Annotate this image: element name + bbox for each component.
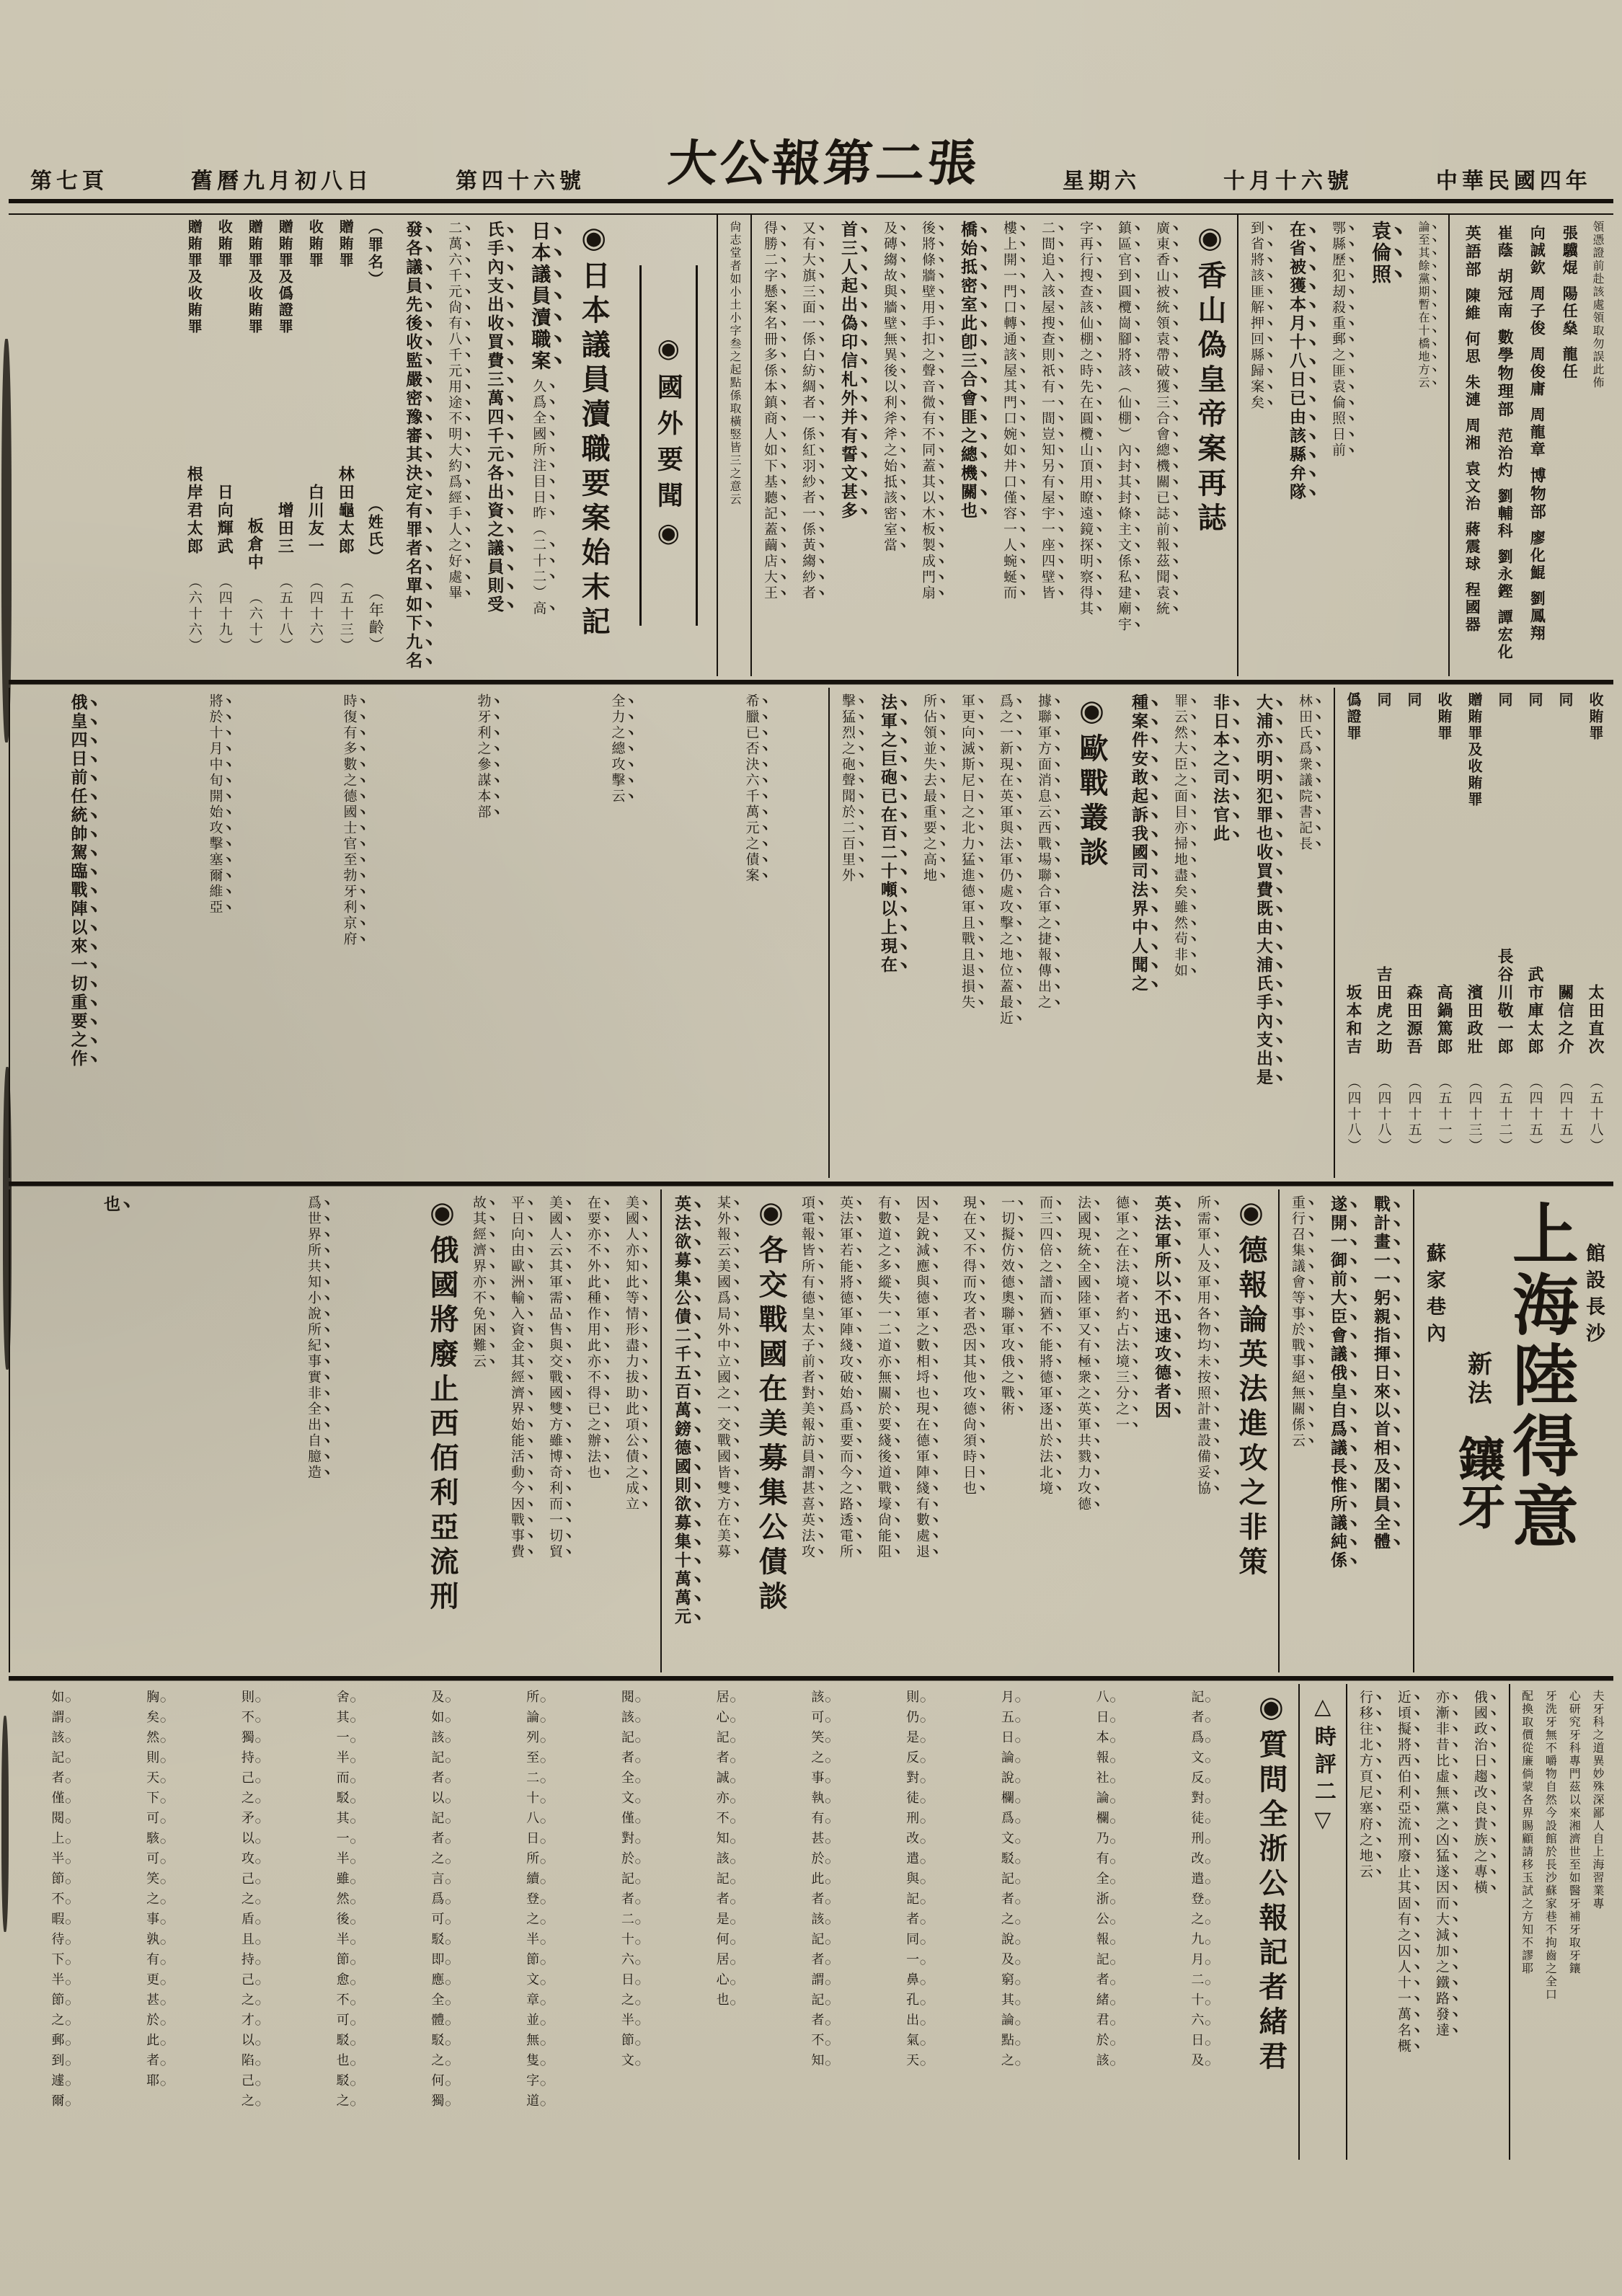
cell-crime: 收賄罪 xyxy=(216,219,234,269)
bullseye-icon: ◉ xyxy=(653,333,684,373)
cell-age: （四十五） xyxy=(1527,1075,1543,1155)
article-column: 一切擬仿效德奧聯軍攻俄之戰術 xyxy=(999,1195,1015,1417)
person-name: 周俊庸 xyxy=(1528,346,1547,398)
person-name: 胡冠南 xyxy=(1496,268,1515,320)
column-header-crime: （罪名） xyxy=(366,219,385,288)
article-column: 發各議員先後收監嚴密豫審其決定有罪者名單如下九名 xyxy=(403,221,423,670)
article-column: 英法軍所以不迅速攻德者因 xyxy=(1152,1195,1171,1420)
commentary-label: 時評二 xyxy=(1310,1725,1336,1807)
article-body xyxy=(1352,1690,1504,2154)
cell-age: （四十八） xyxy=(1345,1075,1362,1155)
article-column: 月五日論說欄爲文駁記者之說及窮其論點之 xyxy=(998,1690,1014,2073)
article-column: 遂開一御前大臣會議俄皇自爲議長惟所議純係 xyxy=(1328,1195,1347,1570)
article-body xyxy=(1284,1195,1409,1667)
article-body xyxy=(756,221,1187,670)
person-name: 張驥焜 xyxy=(1561,225,1579,277)
article-column: 軍更向滅斯尼日之北力猛進德軍且戰且退損失 xyxy=(960,693,975,1011)
person-name: 周湘 xyxy=(1463,417,1482,452)
person-name: 博物部 xyxy=(1528,467,1547,521)
cell-name: 坂本和吉 xyxy=(1344,984,1362,1057)
article-column: 重行召集議會等事於戰事絕無關係云 xyxy=(1290,1195,1306,1449)
cell-crime: 贈賄罪及收賄罪 xyxy=(185,219,203,335)
cell-name: 武市庫太郎 xyxy=(1525,966,1544,1057)
article-lead: 日本議員瀆職案 xyxy=(528,221,551,372)
ad-column: 心研究牙科專門茲以來湘濟世至如醫牙補牙取牙鑲 xyxy=(1567,1690,1582,1975)
cell-age: （六十） xyxy=(247,590,263,654)
article-column: 德軍之在法境者約占法境三分之一 xyxy=(1114,1195,1130,1433)
article-column: 擊猛烈之砲聲聞於二百里外 xyxy=(840,693,856,884)
article-body xyxy=(666,1195,748,1667)
article-column: 俄國政治日趨改良貴族之專橫 xyxy=(1471,1690,1488,1896)
person-name: 程國器 xyxy=(1463,582,1482,634)
page-number: 第七頁 xyxy=(30,169,108,194)
article-column: 罪云然大臣之面目亦掃地盡矣雖然茍非如 xyxy=(1172,693,1188,979)
article-russia-tsar-tail xyxy=(1278,1189,1413,1672)
article-column: 所需軍人及軍用各物均未按照計畫設備妥協 xyxy=(1195,1195,1211,1497)
article-column: 氏手內支出收買費三萬四千元各出資之議員則受 xyxy=(484,221,505,614)
article-column: 也 xyxy=(101,1195,120,1214)
article-european-war-left xyxy=(9,688,828,1178)
article-column: 鄂縣歷犯刼殺重郵之匪袁倫照日前 xyxy=(1330,221,1346,458)
cell-age: （四十九） xyxy=(216,574,233,654)
article-german-press xyxy=(951,1189,1278,1672)
scan-smudge xyxy=(1,1716,9,1932)
article-body xyxy=(14,693,824,1172)
cell-name: 日向輝武 xyxy=(215,483,234,556)
article-body xyxy=(397,221,522,670)
note-shangzhitang xyxy=(717,215,750,676)
cell-age: （五十八） xyxy=(277,574,293,654)
cell-crime: 同 xyxy=(1375,692,1392,709)
table-row xyxy=(1527,692,1543,1154)
person-name: 陽任燊 xyxy=(1561,285,1579,337)
person-name: 陳維 xyxy=(1463,288,1482,322)
cell-name: 長谷川敬一郎 xyxy=(1495,948,1514,1057)
cell-crime: 同 xyxy=(1405,692,1422,709)
cell-crime: 僞證罪 xyxy=(1344,692,1362,742)
table-row xyxy=(186,219,202,654)
article-column: 因是銳減應與德軍之數相埒也現在德軍陣綫有數處退 xyxy=(914,1195,930,1560)
article-column: 字再行搜查該仙棚之時先在圓欖山頂用瞭遠鏡探明察得其 xyxy=(1078,221,1094,617)
names-notice xyxy=(1448,215,1613,676)
headline-war-bonds: ◉各交戰國在美募集公債談 xyxy=(754,1195,788,1615)
cell-age: （六十六） xyxy=(186,574,203,654)
article-body xyxy=(955,1195,1228,1667)
band-4 xyxy=(9,1684,1613,2160)
notice-intro: 領憑證前赴該處領取勿誤此佈 xyxy=(1591,221,1605,389)
newspaper-title: 大公報第二張 xyxy=(665,135,982,192)
article-body xyxy=(13,1690,1248,2154)
article-column: 大浦亦明明犯罪也收買費既由大浦氏手內支出是 xyxy=(1254,693,1273,1087)
band-rule xyxy=(9,680,1613,684)
section-label: 國外要聞 xyxy=(653,373,684,518)
article-column: 樓上開一門口轉通該屋其門口婉如井口僅容一人蜿蜒而 xyxy=(1001,221,1017,601)
person-name: 蔣震球 xyxy=(1463,521,1482,573)
article-column: 項電報皆所有德皇太子前者對美報訪員謂甚喜英法攻 xyxy=(799,1195,815,1560)
article-column: 如謂該記者僅閱上半節不暇待下半節之郵到遽爾 xyxy=(49,1690,65,2114)
table-row xyxy=(1557,692,1573,1154)
article-lead-after: 久爲全國所注目日昨（二十二）高 xyxy=(531,378,547,617)
headline-xiangshan: ◉香山偽皇帝案再誌 xyxy=(1193,221,1227,537)
cell-age: （四十三） xyxy=(1466,1075,1483,1155)
table-row xyxy=(1406,692,1422,1154)
cell-name: 增田三 xyxy=(275,501,295,556)
article-japan-diet xyxy=(393,215,621,676)
article-column: 法國現統全國陸軍又有極衆之英軍共戮力攻德 xyxy=(1076,1195,1091,1512)
person-name: 周龍章 xyxy=(1528,407,1547,458)
article-pre-body xyxy=(465,1195,656,1667)
article-column: 橋始抵密室此卽三合會匪之總機關也 xyxy=(958,221,978,520)
scan-smudge xyxy=(3,1067,12,1370)
article-column xyxy=(528,221,564,670)
article-column: 該可笑之事執有甚於此者該記者謂記者不知 xyxy=(809,1690,825,2073)
article-column: 美國人亦知此等情形盡力拔助此項公債之成立 xyxy=(624,1195,639,1512)
dental-ad xyxy=(1413,1189,1613,1672)
ad-method: 新法 xyxy=(1463,1351,1492,1409)
article-body xyxy=(1243,221,1362,670)
article-column: 種案件安敢起訴我國司法界中人聞之 xyxy=(1129,693,1148,993)
band-2 xyxy=(9,688,1613,1178)
article-european-war xyxy=(828,688,1119,1178)
article-column: 舍其一半而駁其一半雖然後半節愈不可駁也駁之 xyxy=(334,1690,350,2114)
headline-german-press: ◉德報論英法進攻之非策 xyxy=(1234,1195,1268,1581)
section-rule xyxy=(696,265,698,625)
article-column: 某外報云美國爲局外中立國之一交戰國皆雙方在美募 xyxy=(715,1195,731,1560)
article-column: 得勝二字懸案名冊多係本鎮商人如下基聽記蓋繭店大王 xyxy=(762,221,778,601)
person-name: 何思 xyxy=(1463,331,1482,365)
section-rule xyxy=(639,265,642,625)
ad-location-right: 館設長沙 xyxy=(1582,1243,1605,1349)
triangle-up-icon: △ xyxy=(1310,1694,1336,1725)
headline-commentary-zhiwen: ◉質問全浙公報記者緒君 xyxy=(1254,1690,1288,2075)
cell-crime: 收賄罪 xyxy=(306,219,324,269)
scan-smudge xyxy=(1,339,12,743)
article-column: 有數道之多縱失一二道亦無關於要綫後道戰壕尙能阻 xyxy=(876,1195,892,1560)
headline-european-war: ◉歐戰叢談 xyxy=(1075,693,1109,872)
article-column: 戰計畫一一躬親指揮日來以首相及閣員全體 xyxy=(1371,1195,1391,1551)
person-name: 英語部 xyxy=(1463,225,1482,279)
column-header-age: （年齡） xyxy=(367,584,385,654)
person-name: 范治灼 xyxy=(1496,427,1515,479)
article-column: 俄皇四日前任統帥駕臨戰陣以來一切重要之作 xyxy=(68,693,88,1068)
cell-crime: 同 xyxy=(1556,692,1574,709)
article-column: 近頃擬將西伯利亞流刑廢止其固有之囚人十一萬名概 xyxy=(1395,1690,1412,2055)
article-column: 全力之總攻擊云 xyxy=(609,693,626,805)
ad-column: 配換取價從廉倘蒙各界賜顧請移玉試之方知不謬耶 xyxy=(1520,1690,1534,1975)
article-column: 二間追入該屋搜查則祇有一間豈知另有屋宇一座四壁皆 xyxy=(1040,221,1055,601)
article-column: 據聯軍方面消息云西戰場聯合軍之捷報傳出之 xyxy=(1036,693,1052,1011)
article-body xyxy=(834,693,1068,1172)
table-row xyxy=(1466,692,1482,1154)
table-row xyxy=(245,219,265,654)
ad-brand: 上海陸得意 xyxy=(1502,1200,1579,1553)
article-column: 亦漸非昔比虛無黨之凶猛遂因而大減加之鐵路發達 xyxy=(1433,1690,1450,2039)
article-column: 鎮區官到圓欖崗腳將該（仙棚）內封其封條主文係私建廟宇 xyxy=(1116,221,1132,633)
article-column: 將於十月中旬開始攻擊塞爾維亞 xyxy=(207,693,223,916)
article-commentary-zhiwen xyxy=(9,1684,1298,2160)
person-name: 周子俊 xyxy=(1528,285,1547,337)
article-column: 林田氏爲衆議院書記長 xyxy=(1297,693,1313,852)
article-column: 到省將該匪解押回縣歸案矣 xyxy=(1249,221,1264,411)
person-name-highlight: 袁倫照 xyxy=(1368,221,1391,285)
article-column: 在省被獲本月十八日已由該縣弁隊 xyxy=(1287,221,1306,502)
person-name: 龍任 xyxy=(1561,346,1579,381)
section-header-foreign-news xyxy=(621,215,717,676)
cell-name: 關信之介 xyxy=(1556,984,1574,1057)
ad-column: 牙洗牙無不嚼物自然今設館於長沙蘇家巷不拘齒之全口 xyxy=(1543,1690,1558,2001)
table-row xyxy=(1587,692,1603,1154)
triangle-down-icon: ▽ xyxy=(1310,1807,1336,1838)
article-column: 時復有多數之德國士官至勃牙利京府 xyxy=(341,693,358,947)
article-column: 所論列至二十八日所續登之半節文章並無隻字道 xyxy=(524,1690,540,2114)
weekday: 星期六 xyxy=(1062,169,1140,194)
article-column: 又有大旗三面一係白紡綢者一係紅羽紗者一係黃縐紗者 xyxy=(800,221,816,601)
article-yuanlunzhao xyxy=(1237,215,1448,676)
ad-body-text xyxy=(1515,1690,1609,2154)
cell-name: 濱田政壯 xyxy=(1465,984,1484,1057)
article-column: 胸矣然則天下可駭可笑之事孰有更甚於此者耶 xyxy=(144,1690,160,2093)
issue-number: 第四十六號 xyxy=(455,169,585,194)
table-row xyxy=(216,219,232,654)
era-year: 中華民國四年 xyxy=(1435,169,1592,194)
cell-name: 森田源吾 xyxy=(1404,984,1423,1057)
masthead-bar xyxy=(9,123,1613,195)
article-body xyxy=(14,1195,419,1667)
person-name: 劉鳳翔 xyxy=(1528,590,1547,642)
article-column: 法軍之巨砲已在百二十噸以上現在 xyxy=(878,693,898,975)
article-column: 故其經濟界亦不免困難云 xyxy=(471,1195,487,1370)
article-column: 所佔領並失去最重要之高地 xyxy=(921,693,937,884)
cell-crime: 贈賄罪 xyxy=(337,219,355,269)
person-name: 數學物理部 xyxy=(1495,329,1515,419)
notice-names xyxy=(1454,221,1585,670)
article-column: 英法欲募集公債二千五百萬鎊德國則欲募集十萬萬元 xyxy=(672,1195,691,1626)
article-column: 平日向由歐洲輸入資金其經濟界始能活動今因戰事費 xyxy=(509,1195,525,1560)
table-row xyxy=(1375,692,1391,1154)
band-3 xyxy=(9,1189,1613,1672)
article-column xyxy=(1368,221,1405,670)
cell-crime: 贈賄罪及收賄罪 xyxy=(1466,692,1483,808)
table-row xyxy=(307,219,323,654)
ad-column: 夫牙科之道異妙殊深鄙人自上海習業專 xyxy=(1591,1690,1605,1910)
gregorian-date: 十月十六號 xyxy=(1223,169,1353,194)
ad-product-block xyxy=(1450,1200,1506,1662)
article-column: 後將條牆壁用手扣之聲音微有不同蓋其以木板製成門扇 xyxy=(920,221,936,601)
band-rule xyxy=(9,1676,1613,1680)
article-column: 非日本之司法官此 xyxy=(1210,693,1230,843)
cell-name: 太田直次 xyxy=(1586,984,1605,1057)
section-header-commentary xyxy=(1298,1684,1346,2160)
band-rule xyxy=(9,1182,1613,1186)
cell-crime: 同 xyxy=(1526,692,1543,709)
cell-crime: 收賄罪 xyxy=(1587,692,1604,742)
cell-age: （四十五） xyxy=(1406,1075,1422,1155)
article-column: 而三四倍之譜而猶不能將德軍逐出於法北境 xyxy=(1037,1195,1053,1497)
article-column: 及磚縐故與牆壁無異後以利斧斧之始抵該密室當 xyxy=(882,221,898,554)
person-name: 崔蔭 xyxy=(1496,225,1515,260)
ad-product: 鑲牙 xyxy=(1450,1435,1506,1530)
headline-japan-diet: ◉日本議員瀆職要案始末記 xyxy=(577,221,611,641)
article-column: 廣東香山被統領袁帶破獲三合會總機關已誌前報茲聞袁統 xyxy=(1154,221,1170,617)
cell-age: （四十五） xyxy=(1557,1075,1574,1155)
table-row xyxy=(1436,692,1452,1154)
column-header-name: （姓氏） xyxy=(366,496,385,566)
cell-age: （四十八） xyxy=(1375,1075,1392,1155)
cell-name: 根岸君太郎 xyxy=(185,465,204,556)
article-war-bonds xyxy=(660,1189,951,1672)
cell-age: （五十三） xyxy=(337,574,354,654)
person-name: 袁文治 xyxy=(1463,461,1482,513)
person-name: 譚宏化 xyxy=(1496,609,1515,661)
cell-crime: 贈賄罪及收賄罪 xyxy=(246,219,264,335)
person-name: 廖化鯤 xyxy=(1528,530,1547,582)
table-row xyxy=(337,219,353,654)
article-column: 爲之一新現在英軍與法軍仍處攻擊之地位蓋最近 xyxy=(998,693,1014,1027)
article-column: 希臘已否決六千萬元之債案 xyxy=(743,693,760,884)
person-name: 劉輔科 xyxy=(1496,488,1515,540)
article-column: 行移往北方頁尼塞府之地云 xyxy=(1357,1690,1373,1880)
cell-crime: 贈賄罪及僞證罪 xyxy=(276,219,294,335)
header-rule xyxy=(9,199,1613,215)
article-column: 美國人云其軍需品售與交戰國雙方雖博奇利而一切貿 xyxy=(547,1195,563,1560)
article-column: 現在又不得而攻者恐因其他攻德尙須時日也 xyxy=(961,1195,977,1497)
article-xiangshan xyxy=(750,215,1237,676)
table-row xyxy=(277,219,293,654)
article-column: 論至其餘黨期暫在十橋地方云 xyxy=(1417,221,1430,389)
person-name: 朱漣 xyxy=(1463,374,1482,409)
cell-age: （五十二） xyxy=(1497,1075,1513,1155)
lunar-date: 舊曆九月初八日 xyxy=(190,169,373,194)
table-row xyxy=(1345,692,1361,1154)
article-column: 爲世界所共知小說所紀事實非全出自臆造 xyxy=(306,1195,322,1481)
section-title xyxy=(650,333,687,558)
article-column: 及如該記者以記者之言爲可駁即應全體駁之何獨 xyxy=(429,1690,445,2114)
accused-table xyxy=(9,215,393,676)
article-pre-body xyxy=(794,1195,947,1667)
table-row xyxy=(1497,692,1512,1154)
article-column: 勃牙利之參謀本部 xyxy=(475,693,492,820)
article-column: 八日本報社論欄乃有全浙公報記者緒君於該 xyxy=(1094,1690,1109,2073)
cell-age: （四十六） xyxy=(307,574,324,654)
cell-name: 高鍋篤郎 xyxy=(1435,984,1453,1057)
article-column: 記者爲文反對徒刑改遣登之九月二十六日及 xyxy=(1189,1690,1205,2073)
article-column: 首三人起出偽印信札外并有誓文甚多 xyxy=(838,221,858,520)
article-siberia-exile xyxy=(9,1189,660,1672)
cell-age: （五十一） xyxy=(1436,1075,1453,1155)
cell-name: 林田龜太郎 xyxy=(336,465,355,556)
headline-siberia-exile: ◉俄國將廢止西佰利亞流刑 xyxy=(425,1195,459,1615)
person-name: 向誠欽 xyxy=(1528,225,1547,277)
cell-name: 白川友一 xyxy=(306,483,325,556)
article-column: 則不獨持己之矛以攻己之盾且持己之才以陷己之 xyxy=(239,1690,254,2114)
cell-crime: 收賄罪 xyxy=(1435,692,1453,742)
bullseye-icon: ◉ xyxy=(653,518,684,558)
band-1 xyxy=(9,215,1613,676)
dental-ad-body xyxy=(1509,1684,1613,2160)
ad-location-left: 蘇家巷內 xyxy=(1423,1243,1445,1349)
article-column: 閱該記者全文僅對於記者二十六日之半節文 xyxy=(619,1690,634,2073)
cell-age: （五十八） xyxy=(1587,1075,1604,1155)
person-name: 劉永鏗 xyxy=(1496,549,1515,600)
article-japan-diet-tail xyxy=(1119,688,1334,1178)
article-column: 英法軍若能將德軍陣綫攻破始爲重要而今之路透電所 xyxy=(838,1195,854,1560)
article-column: 二萬六千元尙有八千元用途不明大約爲經手人之好處畢 xyxy=(446,221,463,601)
article-siberia-exile-continued xyxy=(1346,1684,1509,2160)
article-column: 居心記者誠亦不知該記者是何居心也 xyxy=(714,1690,730,2013)
cell-name: 板倉中 xyxy=(245,517,265,572)
note-column: 尙志堂者如小土小字叁之起點係取橫竪皆三之意云 xyxy=(728,221,742,506)
cell-crime: 同 xyxy=(1496,692,1513,709)
article-column: 則仍是反對徒刑改遣與記者同一鼻孔出氣天 xyxy=(904,1690,920,2073)
article-column: 在要亦不外此種作用此亦不得已之辦法也 xyxy=(585,1195,601,1481)
table-header-row xyxy=(368,219,383,654)
article-body xyxy=(1123,693,1329,1172)
accused-table-continued xyxy=(1334,688,1613,1178)
cell-name: 吉田虎之助 xyxy=(1374,966,1393,1057)
